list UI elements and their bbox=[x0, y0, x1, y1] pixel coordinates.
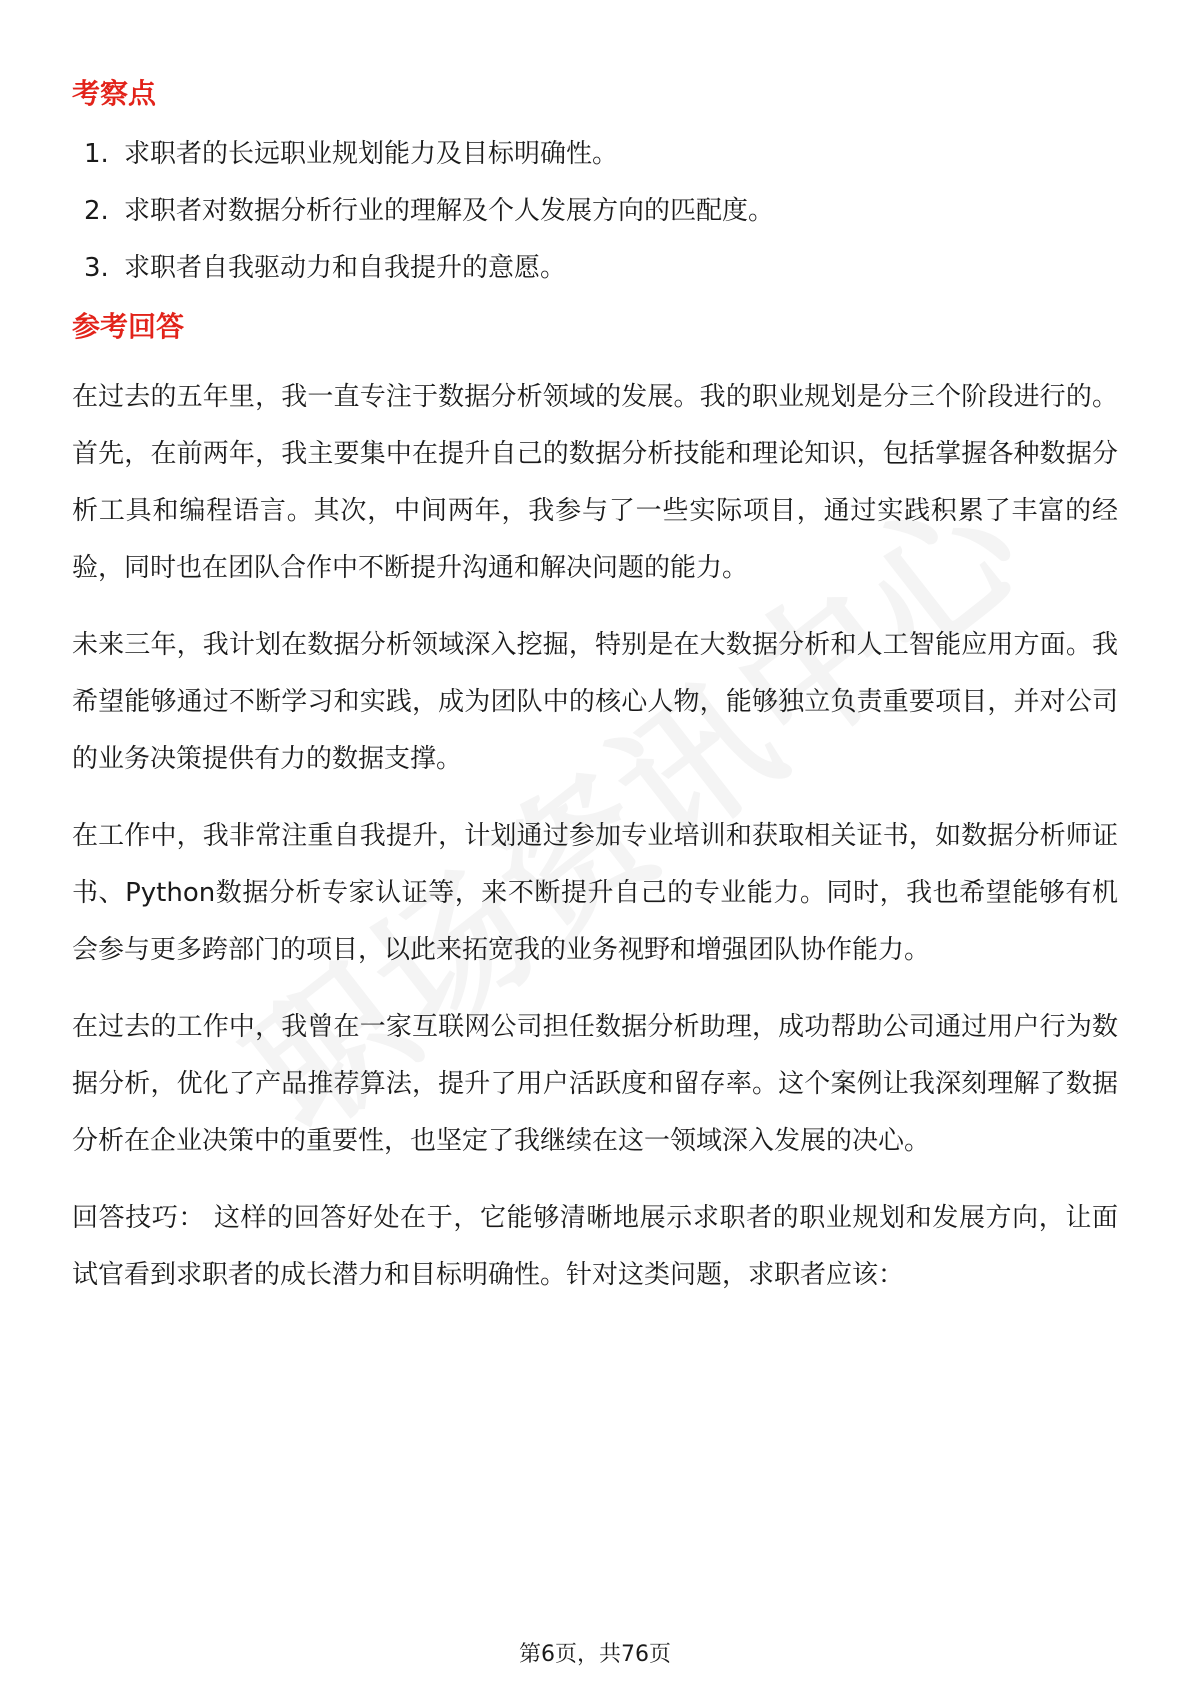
page-number: 第6页，共76页 bbox=[519, 1642, 671, 1667]
focus-item bbox=[72, 136, 1118, 172]
focus-item-text: 求职者自我驱动力和自我提升的意愿。 bbox=[124, 253, 567, 283]
focus-item-text: 求职者对数据分析行业的理解及个人发展方向的匹配度。 bbox=[124, 196, 775, 226]
focus-item-number: 1. bbox=[84, 139, 109, 169]
focus-item-number: 3. bbox=[84, 253, 109, 283]
answer-body bbox=[72, 369, 1118, 1304]
focus-item bbox=[72, 250, 1118, 286]
focus-list bbox=[72, 136, 1118, 286]
page-content bbox=[72, 74, 1118, 1304]
focus-section-title: 考察点 bbox=[72, 77, 157, 110]
answer-tips-paragraph: 回答技巧： 这样的回答好处在于，它能够清晰地展示求职者的职业规划和发展方向，让面试官看到求职者的成长潜力和目标明确性。针对这类问题，求职者应该： bbox=[72, 1203, 1118, 1290]
focus-item-number: 2. bbox=[84, 196, 109, 226]
answer-paragraph: 在过去的五年里，我一直专注于数据分析领域的发展。我的职业规划是分三个阶段进行的。首先，在前两年，我主要集中在提升自己的数据分析技能和理论知识，包括掌握各种数据分析工具和编程语言。其次，中间两年，我参与了一些实际项目，通过实践积累了丰富的经验，同时也在团队合作中不断提升沟通和解决问题的能力。 bbox=[72, 382, 1118, 583]
focus-item-text: 求职者的长远职业规划能力及目标明确性。 bbox=[124, 139, 619, 169]
answer-paragraph: 在工作中，我非常注重自我提升，计划通过参加专业培训和获取相关证书，如数据分析师证书、Python数据分析专家认证等，来不断提升自己的专业能力。同时，我也希望能够有机会参与更多跨部门的项目，以此来拓宽我的业务视野和增强团队协作能力。 bbox=[72, 821, 1118, 965]
answer-paragraph: 在过去的工作中，我曾在一家互联网公司担任数据分析助理，成功帮助公司通过用户行为数据分析，优化了产品推荐算法，提升了用户活跃度和留存率。这个案例让我深刻理解了数据分析在企业决策中的重要性，也坚定了我继续在这一领域深入发展的决心。 bbox=[72, 1012, 1118, 1156]
answer-section-title: 参考回答 bbox=[72, 310, 185, 343]
answer-paragraph: 未来三年，我计划在数据分析领域深入挖掘，特别是在大数据分析和人工智能应用方面。我希望能够通过不断学习和实践，成为团队中的核心人物，能够独立负责重要项目，并对公司的业务决策提供有力的数据支撑。 bbox=[72, 630, 1118, 774]
focus-item bbox=[72, 193, 1118, 229]
